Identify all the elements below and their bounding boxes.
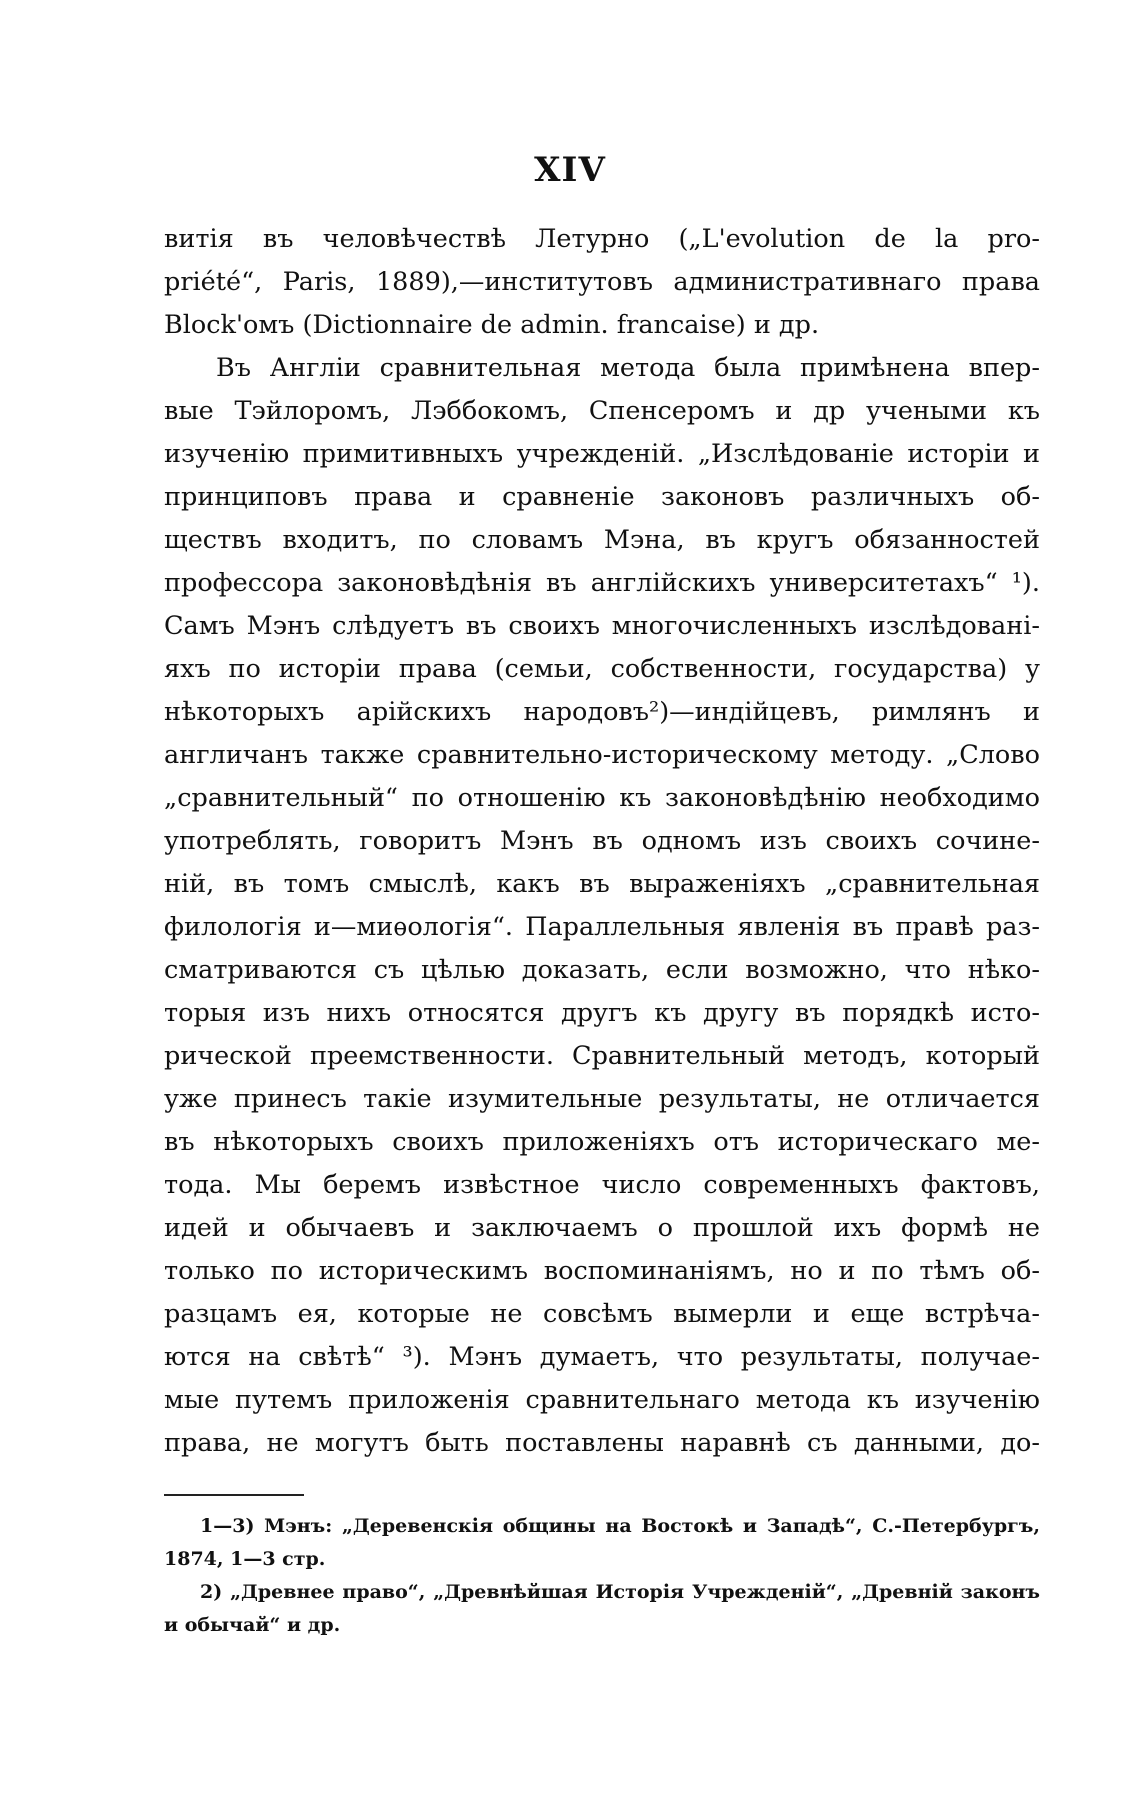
text-line: профессора законовѣдѣнія въ англійскихъ университетахъ“ ¹). [164, 568, 1040, 598]
text-line: рической преемственности. Сравнительный методъ, который [164, 1041, 1040, 1071]
text-line: Самъ Мэнъ слѣдуетъ въ своихъ многочисленныхъ изслѣдовані- [164, 611, 1040, 641]
main-text [164, 218, 1040, 1465]
text-line: вые Тэйлоромъ, Лэббокомъ, Спенсеромъ и др учеными къ [164, 396, 1040, 426]
text-line: тода. Мы беремъ извѣстное число современныхъ фактовъ, [164, 1170, 1040, 1200]
text-line: уже принесъ такіе изумительные результаты, не отличается [164, 1084, 1040, 1114]
text-line: мые путемъ приложенія сравнительнаго метода къ изученію [164, 1385, 1040, 1415]
text-line: ществъ входитъ, по словамъ Мэна, въ кругъ обязанностей [164, 525, 1040, 555]
text-line: филологія и—миѳологія“. Параллельныя явленія въ правѣ раз- [164, 912, 1040, 942]
text-line: англичанъ также сравнительно-историческому методу. „Слово [164, 740, 1040, 770]
paragraph-start-line: Въ Англіи сравнительная метода была примѣнена впер- [216, 353, 1040, 383]
text-line: сматриваются съ цѣлью доказать, если возможно, что нѣко- [164, 955, 1040, 985]
page-number: XIV [534, 150, 606, 190]
text-line: ются на свѣтѣ“ ³). Мэнъ думаетъ, что результаты, получае- [164, 1342, 1040, 1372]
text-line: ній, въ томъ смыслѣ, какъ въ выраженіяхъ „сравнительная [164, 869, 1040, 899]
text-line: изученію примитивныхъ учрежденій. „Изслѣдованіе исторіи и [164, 439, 1040, 469]
text-line: употреблять, говоритъ Мэнъ въ одномъ изъ своихъ сочине- [164, 826, 1040, 856]
footnote-divider [164, 1494, 304, 1496]
text-line: разцамъ ея, которые не совсѣмъ вымерли и еще встрѣча- [164, 1299, 1040, 1329]
text-line: права, не могутъ быть поставлены наравнѣ съ данными, до- [164, 1428, 1040, 1458]
text-line: витія въ человѣчествѣ Летурно („L'evolution de la pro- [164, 224, 1040, 254]
text-line: нѣкоторыхъ арійскихъ народовъ²)—индійцевъ, римлянъ и [164, 697, 1040, 727]
footnote-line: 1—3) Мэнъ: „Деревенскія общины на Востокѣ и Западѣ“, С.-Петербургъ, [200, 1515, 1040, 1537]
text-line: торыя изъ нихъ относятся другъ къ другу въ порядкѣ исто- [164, 998, 1040, 1028]
footnote-line: 2) „Древнее право“, „Древнѣйшая Исторія Учрежденій“, „Древній законъ [200, 1581, 1040, 1603]
text-line: priété“, Paris, 1889),—институтовъ административнаго права [164, 267, 1040, 297]
footnote-line: и обычай“ и др. [164, 1614, 341, 1636]
footnotes [164, 1510, 1040, 1642]
text-line: идей и обычаевъ и заключаемъ о прошлой ихъ формѣ не [164, 1213, 1040, 1243]
text-line: въ нѣкоторыхъ своихъ приложеніяхъ отъ историческаго ме- [164, 1127, 1040, 1157]
footnote-line: 1874, 1—3 стр. [164, 1548, 326, 1570]
text-line: яхъ по исторіи права (семьи, собственности, государства) у [164, 654, 1040, 684]
text-line: „сравнительный“ по отношенію къ законовѣдѣнію необходимо [164, 783, 1040, 813]
text-line: только по историческимъ воспоминаніямъ, но и по тѣмъ об- [164, 1256, 1040, 1286]
text-line: Block'омъ (Dictionnaire de admin. francaise) и др. [164, 310, 820, 340]
text-line: принциповъ права и сравненіе законовъ различныхъ об- [164, 482, 1040, 512]
